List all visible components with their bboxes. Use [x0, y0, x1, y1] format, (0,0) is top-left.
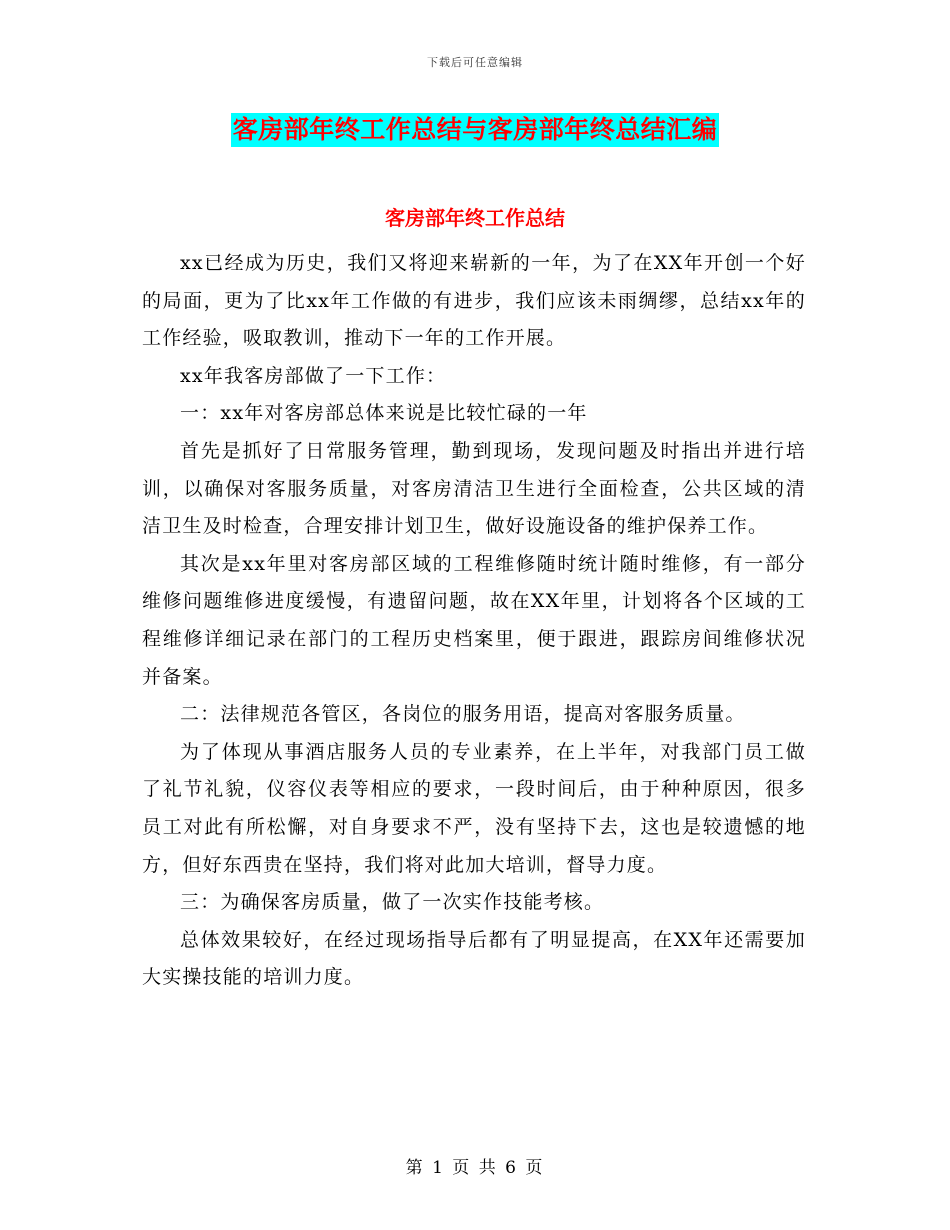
paragraph: 三：为确保客房质量，做了一次实作技能考核。	[180, 891, 605, 914]
main-title-container	[0, 113, 950, 147]
paragraph: 首先是抓好了日常服务管理，勤到现场，发现问题及时指出并进行培训，以确保对客服务质量，对客房清洁卫生进行全面检查，公共区域的清洁卫生及时检查，合理安排计划卫生，做好设施设备的维护保养工作。	[142, 439, 806, 538]
page-number-footer: 第 1 页 共 6 页	[405, 1158, 545, 1178]
paragraph: xx年我客房部做了一下工作：	[180, 364, 447, 387]
paragraph: xx已经成为历史，我们又将迎来崭新的一年，为了在XX年开创一个好的局面，更为了比xx年工作做的有进步，我们应该未雨绸缪，总结xx年的工作经验，吸取教训，推动下一年的工作开展。	[142, 252, 806, 350]
section-title: 客房部年终工作总结	[385, 206, 565, 230]
document-body	[142, 245, 806, 997]
paragraph: 一：xx年对客房部总体来说是比较忙碌的一年	[180, 402, 588, 425]
paragraph: 二：法律规范各管区，各岗位的服务用语，提高对客服务质量。	[180, 703, 746, 726]
document-main-title: 客房部年终工作总结与客房部年终总结汇编	[231, 113, 720, 147]
paragraph: 其次是xx年里对客房部区域的工程维修随时统计随时维修，有一部分维修问题维修进度缓慢，有遗留问题，故在XX年里，计划将各个区域的工程维修详细记录在部门的工程历史档案里，便于跟进，跟踪房间维修状况并备案。	[142, 552, 806, 688]
paragraph: 为了体现从事酒店服务人员的专业素养，在上半年，对我部门员工做了礼节礼貌，仪容仪表等相应的要求，一段时间后，由于种种原因，很多员工对此有所松懈，对自身要求不严，没有坚持下去，这也是较遗憾的地方，但好东西贵在坚持，我们将对此加大培训，督导力度。	[142, 740, 806, 876]
paragraph: 总体效果较好，在经过现场指导后都有了明显提高，在XX年还需要加大实操技能的培训力度。	[142, 928, 806, 989]
page-header-note: 下载后可任意编辑	[427, 56, 523, 69]
